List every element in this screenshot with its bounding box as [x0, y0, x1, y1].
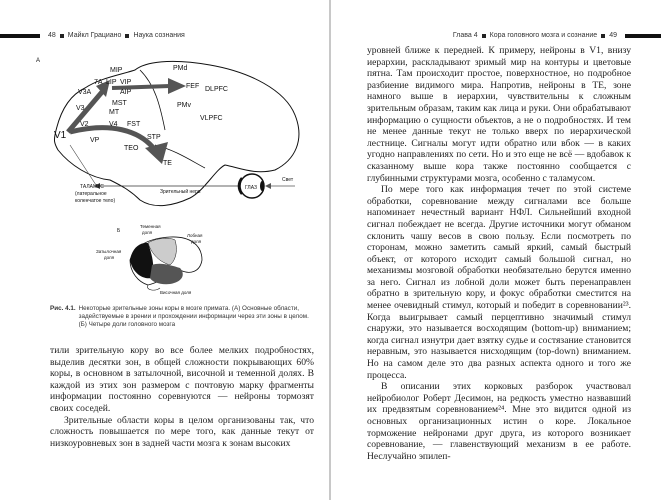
frontal-arrowhead [168, 78, 186, 94]
left-page [0, 0, 330, 500]
light-arrowhead [265, 183, 271, 189]
right-body-text [367, 45, 631, 462]
area-dlpfc: DLPFC [205, 86, 228, 93]
frontal-stream-arrow [112, 86, 170, 88]
occipital-lobe-label-2: доля [104, 255, 115, 260]
left-body-text [50, 345, 314, 449]
paragraph: По мере того как информация течет по этой системе обработки, соревнование между сигналами все больше напоминает нечестный вариант НФЛ. Сильнейший входной сигнал побеждает не всегда. Другие источники могут обманом склонить чашу весов в свою пользу. Если посмотреть по сторонам, можно заметить самый яркий, самый быстрый объект, от которого исходит самый большой сигнал, но механизмы мозговой обработки необязательно берутся именно за него. Сигнал из лобной доли может быть перенаправлен обратно в зрительную кору, и фокус обработки сместится на менее очевидный стимул, который и победит в соревновании²³. Когда выигрывает самый перцептивно значимый стимул снаружи, это называется восходящим (bottom-up) вниманием; когда сигнал изнутри дает взятку судье и состязание становится неравным, это называется нисходящим (top-down) вниманием. Но на самом деле это два разных аспекта одного и того же процесса. [367, 184, 631, 381]
occipital-lobe-label: Затылочная [96, 249, 122, 254]
area-teo: TEO [124, 145, 139, 152]
frontal-lobe-label-2: доля [191, 239, 202, 244]
area-stp: STP [147, 134, 161, 141]
area-v3a: V3A [78, 89, 92, 96]
area-lip: LIP [106, 79, 117, 86]
author-name: Майкл Грациано [67, 32, 122, 39]
area-vp: VP [90, 137, 100, 144]
area-fef: FEF [186, 83, 200, 90]
book-title: Наука сознания [133, 32, 185, 39]
optic-nerve-label: Зрительный нерв [160, 189, 201, 195]
frontal-lobe-label: Лобная [187, 233, 203, 238]
area-mt: MT [109, 109, 120, 116]
area-vlpfc: VLPFC [200, 115, 223, 122]
page-number: 48 [48, 32, 56, 39]
area-v2: V2 [80, 121, 89, 128]
paragraph: тили зрительную кору во все более мелких подробностях, выделив десятки зон, в общей сложности покрывающих 60% коры, в основном в затылочной, височной и теменной долях. В каждой из этих зон размером с почтовую марку фрагменты информации постоянно соревнуются — нейроны тормозят своих соседей. [50, 345, 314, 414]
area-pmd: PMd [173, 65, 188, 72]
area-fst: FST [127, 121, 141, 128]
header-bar [625, 34, 661, 38]
area-v4: V4 [109, 121, 118, 128]
separator-square [125, 34, 129, 38]
caption-number: Рис. 4.1. [50, 305, 76, 312]
thalamus-sublabel-2: коленчатое тело) [75, 198, 116, 204]
area-mip: MIP [110, 67, 123, 74]
area-aip: AIP [120, 89, 132, 96]
temporal-lobe-label: Височная доля [160, 290, 192, 295]
ventral-stream-arrow [70, 128, 155, 150]
area-pmv: PMv [177, 102, 191, 109]
chapter-label: Глава 4 [452, 32, 478, 39]
panel-b-label: Б [117, 228, 121, 234]
paragraph: В описании этих корковых разборок участвовал нейробиолог Роберт Десимон, на редкость уместно назвавший их предвзятым соревнованием²⁴. Мне это видится одной из основных организационных истин о коре. Локальное торможение нейронами друг друга, из которого возникает соревнование, — главенствующий механизм в ее работе. Неслучайно эпилеп- [367, 381, 631, 462]
area-vip: VIP [120, 79, 132, 86]
paragraph: уровней ближе к передней. К примеру, нейроны в V1, внизу иерархии, раскладывают зримый мир на контуры и цветовые пятна. Там происходит простое, поверхностное, но подробное разбиение видимого мира. Напротив, нейроны в TE, зоне намного выше в иерархии, чувствительны к сложным зрительным образам, таким как лица и руки. Они обрабатывают информацию о сущности объектов, а не о подробностях. И тем не менее данные текут не только вверх по иерархической лестнице. Сигналы могут идти обратно или вбок — в каких угодно направлениях по сети. Но и это еще не всё — вдобавок к сказанному выше кора также постоянно сообщается с глубинными структурами мозга, особенно с таламусом. [367, 45, 631, 184]
chapter-title: Кора головного мозга и сознание [489, 32, 598, 39]
parietal-lobe-label-2: доля [142, 230, 153, 235]
area-mst: MST [112, 100, 127, 107]
area-v1: V1 [54, 130, 67, 141]
thalamus-sublabel-1: (латеральное [75, 191, 107, 197]
area-v3: V3 [76, 105, 85, 112]
header-bar [0, 34, 40, 38]
eye-label: ГЛАЗ [245, 185, 258, 191]
separator-square [601, 34, 605, 38]
separator-square [482, 34, 486, 38]
caption-text: Некоторые зрительные зоны коры в мозге примата. (А) Основные области, задействуемые в зрении и прохождении информации через эти зоны в целом. (Б) Четыре доли головного мозга [78, 305, 309, 328]
lobes-diagram [130, 237, 202, 290]
page-number: 49 [609, 32, 617, 39]
area-7a: 7A [94, 79, 103, 86]
right-running-header [453, 32, 617, 39]
light-label: Свет [282, 177, 294, 183]
thalamus-label: ТАЛАМУС [80, 184, 104, 190]
separator-square [60, 34, 64, 38]
figure-4-1 [30, 50, 320, 300]
lens-icon [260, 181, 264, 191]
panel-a-label: А [36, 58, 41, 64]
left-running-header [48, 32, 185, 39]
figure-caption [50, 305, 312, 329]
parietal-lobe-label: Теменная [140, 224, 161, 229]
paragraph: Зрительные области коры в целом организованы так, что сложность повышается по мере того, как данные текут от низкоуровневых зон в задней части мозга к зонам высоких [50, 414, 314, 449]
area-te: TE [163, 160, 172, 167]
central-sulcus [140, 70, 165, 130]
right-page [331, 0, 661, 500]
